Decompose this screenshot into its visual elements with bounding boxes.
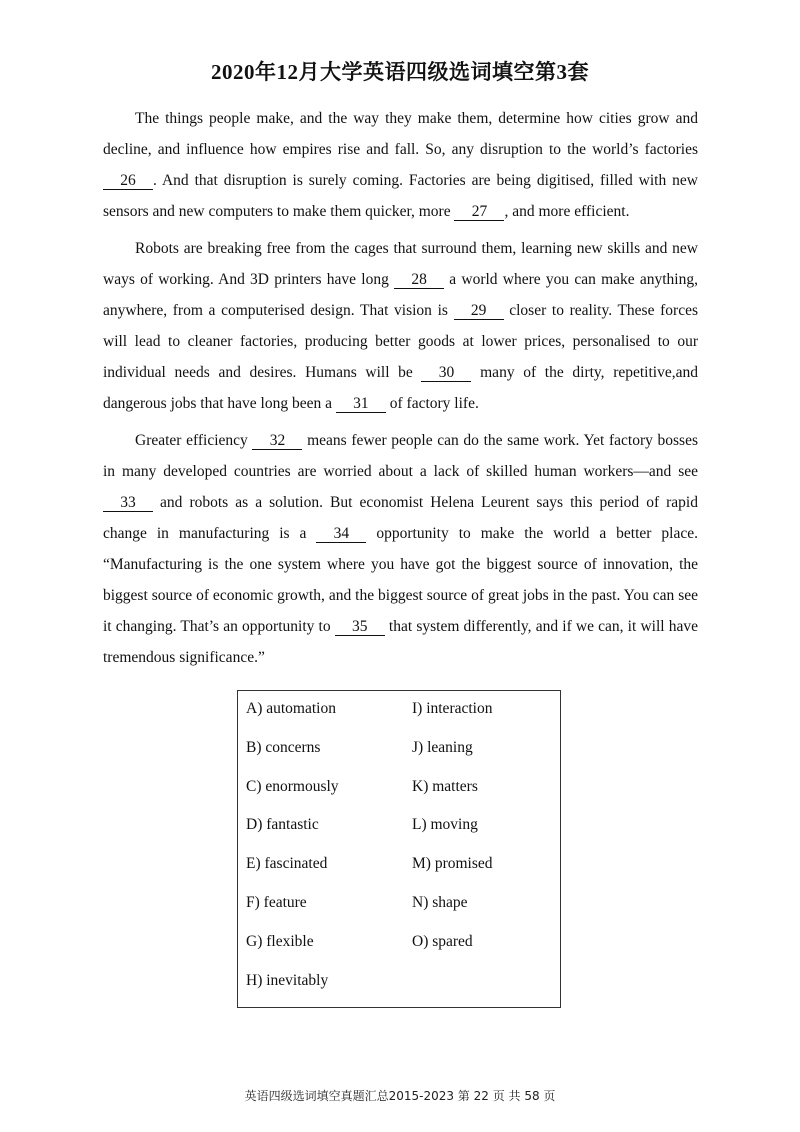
word-option: H) inevitably: [246, 971, 329, 989]
passage-text: closer to reality. These forces will lead to cleaner factories, producing better goods at lower prices, personalised to our individual needs and desires. Humans will be: [103, 302, 698, 381]
passage: [103, 103, 698, 679]
blank-35: 35: [335, 618, 385, 636]
word-option: F) feature: [246, 894, 307, 911]
word-option: I) interaction: [412, 700, 493, 717]
page-footer: 英语四级选词填空真题汇总2015-2023 第 22 页 共 58 页: [244, 1089, 556, 1103]
blank-30: 30: [421, 364, 471, 382]
passage-text: and robots as a solution. But economist Helena Leurent says this period of rapid change in manufacturing is a: [103, 494, 698, 542]
word-option: M) promised: [412, 855, 493, 873]
passage-text: many of the dirty, repetitive,and dangerous jobs that have long been a: [103, 364, 698, 412]
word-option: O) spared: [412, 932, 473, 950]
passage-text: . And that disruption is surely coming. Factories are being digitised, filled with new sensors and new computers to make them quicker, more: [103, 172, 698, 220]
word-bank: [237, 690, 561, 1008]
passage-paragraph: [103, 103, 698, 227]
passage-text: , and more efficient.: [504, 203, 630, 220]
word-option: B) concerns: [246, 738, 321, 756]
passage-text: Greater efficiency: [135, 432, 253, 449]
passage-paragraph: [103, 233, 698, 419]
word-option: D) fantastic: [246, 816, 319, 834]
blank-27: 27: [454, 203, 504, 221]
word-option: C) enormously: [246, 777, 339, 795]
word-option: A) automation: [246, 700, 336, 717]
blank-32: 32: [252, 432, 302, 450]
blank-26: 26: [103, 172, 153, 190]
page-title: 2020年12月大学英语四级选词填空第3套: [211, 60, 589, 84]
blank-33: 33: [103, 494, 153, 512]
passage-text: of factory life.: [385, 395, 479, 412]
word-option: N) shape: [412, 894, 468, 911]
passage-text: The things people make, and the way they make them, determine how cities grow and decline, and influence how empires rise and fall. So, any disruption to the world’s factories: [103, 110, 698, 158]
word-option: L) moving: [412, 816, 478, 834]
passage-text: means fewer people can do the same work. Yet factory bosses in many developed countries are worried about a lack of skilled human workers—and see: [103, 432, 698, 480]
blank-29: 29: [454, 302, 504, 320]
passage-text: that system differently, and if we can, it will have tremendous significance.”: [103, 618, 698, 666]
blank-31: 31: [336, 395, 386, 413]
passage-text: opportunity to make the world a better place. “Manufacturing is the one system where you have got the biggest source of innovation, the biggest source of economic growth, and the biggest source of great jobs in the past. You can see it changing. That’s an opportunity to: [103, 525, 698, 635]
word-option: J) leaning: [412, 738, 473, 756]
blank-28: 28: [394, 271, 444, 289]
word-option: K) matters: [412, 777, 478, 795]
passage-text: a world where you can make anything, anywhere, from a computerised design. That vision is: [103, 271, 698, 319]
word-option: G) flexible: [246, 932, 314, 950]
passage-paragraph: [103, 425, 698, 673]
passage-text: Robots are breaking free from the cages that surround them, learning new skills and new ways of working. And 3D printers have long: [103, 240, 698, 288]
blank-34: 34: [316, 525, 366, 543]
word-option: E) fascinated: [246, 855, 328, 873]
